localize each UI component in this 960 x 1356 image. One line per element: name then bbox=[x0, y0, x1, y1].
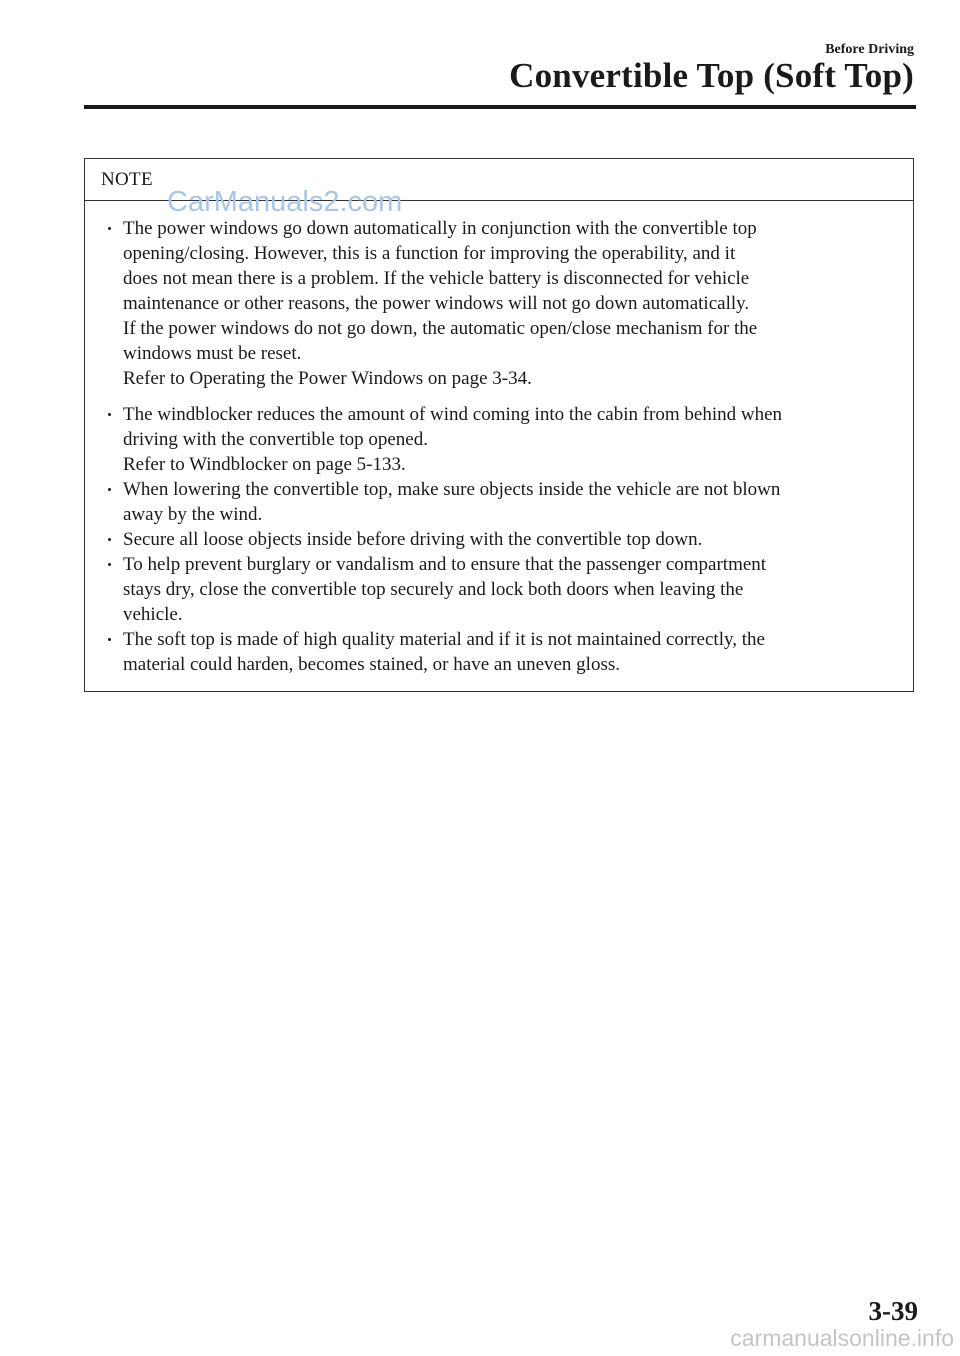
header-rule bbox=[84, 105, 916, 109]
note-line: away by the wind. bbox=[123, 504, 263, 525]
note-line: stays dry, close the convertible top securely and lock both doors when leaving the bbox=[123, 579, 744, 600]
watermark-carmanualsonline: carmanualsonline.info bbox=[730, 1325, 954, 1351]
note-line: The windblocker reduces the amount of wind coming into the cabin from behind when bbox=[123, 404, 783, 425]
note-line: opening/closing. However, this is a function for improving the operability, and it bbox=[123, 243, 736, 264]
note-line: Refer to Windblocker on page 5-133. bbox=[123, 454, 406, 475]
note-body bbox=[85, 201, 913, 677]
note-line: material could harden, becomes stained, or have an uneven gloss. bbox=[123, 654, 620, 675]
note-line: driving with the convertible top opened. bbox=[123, 429, 428, 450]
note-line: Refer to Operating the Power Windows on page 3-34. bbox=[123, 368, 532, 389]
note-title: NOTE bbox=[101, 169, 153, 190]
note-item-burglary bbox=[123, 552, 899, 627]
note-item-power-windows bbox=[123, 216, 899, 391]
note-line: windows must be reset. bbox=[123, 343, 302, 364]
note-line: vehicle. bbox=[123, 604, 183, 625]
note-line: The power windows go down automatically in conjunction with the convertible top bbox=[123, 218, 757, 239]
note-line: To help prevent burglary or vandalism and to ensure that the passenger compartment bbox=[123, 554, 767, 575]
note-item-soft-top-material bbox=[123, 627, 899, 677]
note-line: maintenance or other reasons, the power windows will not go down automatically. bbox=[123, 293, 750, 314]
section-label: Before Driving bbox=[825, 42, 914, 57]
note-line: When lowering the convertible top, make sure objects inside the vehicle are not blown bbox=[123, 479, 781, 500]
note-line: The soft top is made of high quality material and if it is not maintained correctly, the bbox=[123, 629, 765, 650]
note-item-windblocker bbox=[123, 402, 899, 477]
note-box bbox=[84, 158, 914, 692]
note-line: Secure all loose objects inside before driving with the convertible top down. bbox=[123, 529, 703, 550]
watermark-carmanuals2: CarManuals2.com bbox=[167, 186, 403, 218]
chapter-title: Convertible Top (Soft Top) bbox=[509, 56, 914, 95]
note-line: If the power windows do not go down, the automatic open/close mechanism for the bbox=[123, 318, 758, 339]
note-item-lowering bbox=[123, 477, 899, 527]
note-line: does not mean there is a problem. If the vehicle battery is disconnected for vehicle bbox=[123, 268, 750, 289]
page-number: 3-39 bbox=[868, 1296, 918, 1326]
note-item-loose-objects bbox=[123, 527, 899, 552]
